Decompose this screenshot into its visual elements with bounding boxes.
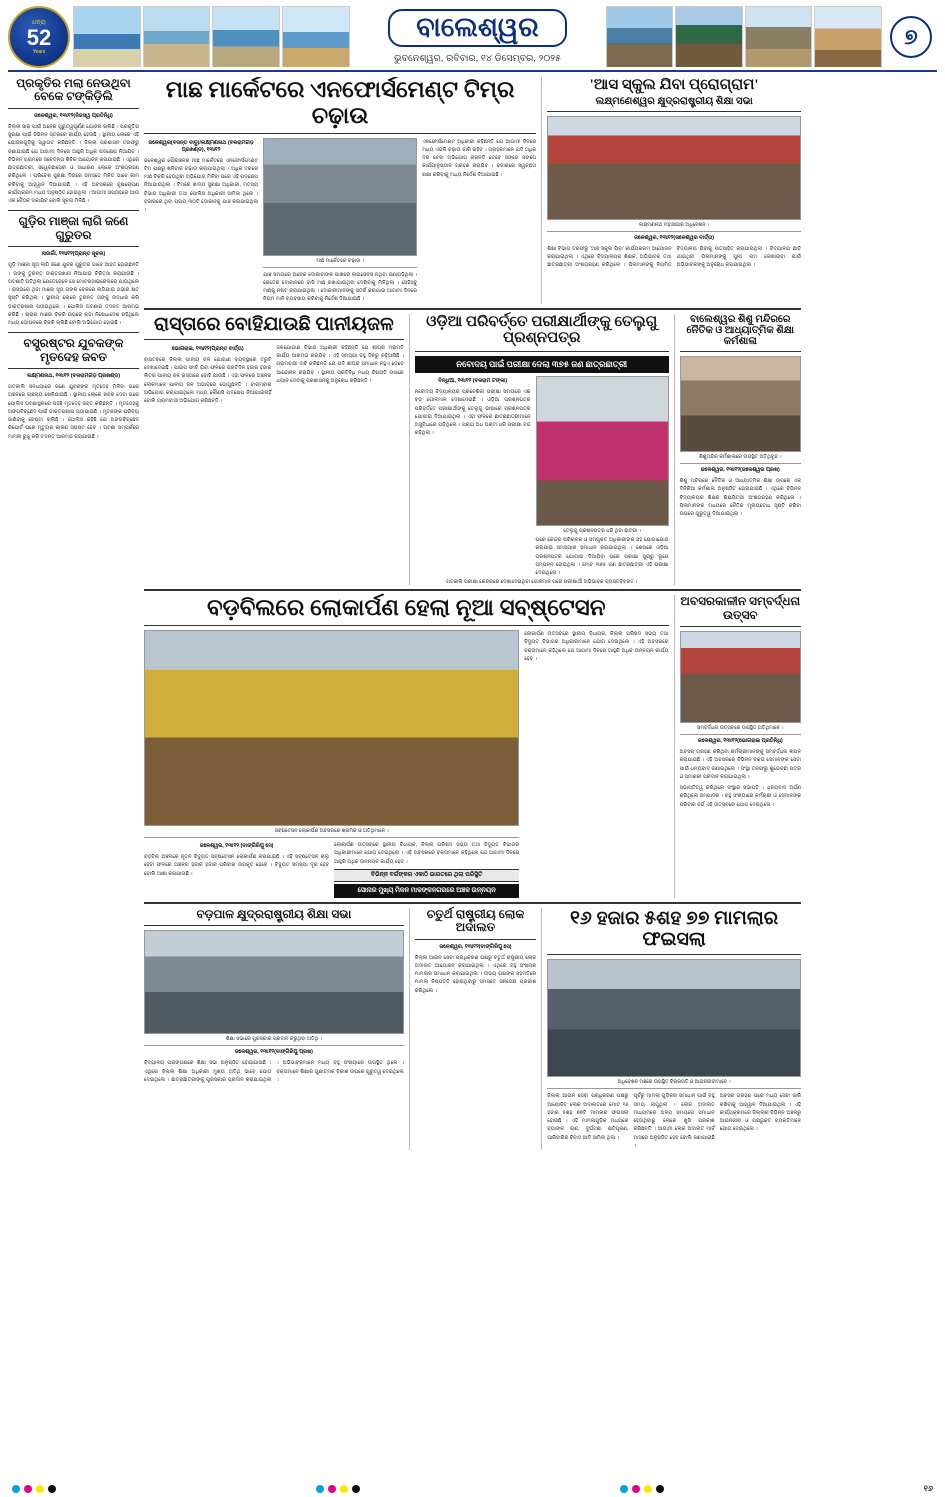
article-water-headline: ରାସ୍ତାରେ ବୋହିଯାଉଛି ପାନୀୟଜଳ [154,313,394,335]
article-lok-adalat-dateline: ଜଳେଶ୍ୱର, ୧୩ା୧୨(ବାଙ୍ଗିରିପୁ ସେ) [439,943,512,950]
article-sishu-headline: ବାଲେଶ୍ୱର ଶିଶୁ ମନ୍ଦିରରେ ନୈତିକ ଓ ଆଧ୍ୟାତ୍ମିକ ଶିକ୍ଷା କର୍ମଶାଳା [686,313,795,347]
article-badapala-photo [144,930,404,1034]
lead-story [144,77,536,304]
article-sishu-mandir [674,314,801,586]
article-substation-grey-bar: ବିଭିନ୍ନ ବର୍ଗଙ୍କର ଏକାଠି ଭାରତରେ ଥିଲା ପରିସ୍ଥିତି [334,869,519,882]
logo-number: 52 [26,24,52,50]
article-water-text-2: ଜଳଯୋଗାଣ ବିଭାଗ ଅଧିକାରୀ କହିଛନ୍ତି ଯେ ଶୀଘ୍ର ମରାମତି କାର୍ଯ୍ୟ ଆରମ୍ଭ କରାଯିବ । ଏହି ସମସ୍ୟା ବହୁ ଦିନରୁ ରହିଆସିଛି । ଗ୍ରାମବାସୀ ଦାବି କରିଛନ୍ତି ଯେ ଯଦି ଶୀଘ୍ର ସମାଧାନ ନହୁଏ ତେବେ ଆନ୍ଦୋଳନ କରାଯିବ । ସ୍ଥାନୀୟ ପ୍ରତିନିଧି ମଧ୍ୟ ବିଷୟଟି ଉପରେ ଧ୍ୟାନ ଦେବାକୁ ପ୍ରଶାସନକୁ ଅନୁରୋଧ କରିଛନ୍ତି । [276,344,404,384]
anniversary-logo [8,6,70,68]
magenta-dot [328,1485,336,1493]
article-lok-adalat-headline: ଚତୁର୍ଥ ରାଷ୍ଟ୍ରୀୟ ଲୋକ ଅଦାଲତ [426,906,525,935]
article-substation [144,595,669,898]
article-body-found-headline: ବସ୍ତ୍ରଷ୍ଟର ଯୁବକଙ୍କ ମୃତଦେହ ଜବତ [23,336,124,364]
lead-story-text-3: ଏନଫୋର୍ସମେଣ୍ଟ ଅଧିକାରୀ କହିଛନ୍ତି ଯେ ଆଗାମୀ ଦିନରେ ମଧ୍ୟ ଏଭଳି ଚଢ଼ାଉ ଜାରି ରହିବ । ଗ୍ରାହକମାନେ ଯଦି ଅଧିକ ଦର ନେବା ଅଭିଯୋଗ କରନ୍ତି ତେବେ ସଙ୍ଗେ ସଙ୍ଗେ କାର୍ଯ୍ୟାନୁଷ୍ଠାନ ଗ୍ରହଣ କରାଯିବ । ବଜାରରେ ସ୍ୱଚ୍ଛତା ରକ୍ଷା କରିବାକୁ ମଧ୍ୟ ନିର୍ଦ୍ଦେଶ ଦିଆଯାଇଛି । [422,138,537,178]
article-lok-adalat-body: ଜିଲ୍ଲା ଆଇନ ସେବା ପ୍ରାଧିକରଣ ପକ୍ଷରୁ ଚତୁର୍ଥ ରାଷ୍ଟ୍ରୀୟ ଲୋକ ଅଦାଲତ ଆୟୋଜନ କରାଯାଇଥିଲା । ଏଥିରେ ବହୁ ସଂଖ୍ୟକ ମାମଲାର ସମାଧାନ କରାଯାଇଥିଲା । ଉଭୟ ପକ୍ଷଙ୍କ ସହମତିରେ ମାମଲା ନିଷ୍ପତ୍ତି ହୋଇଥିବାରୁ ସମସ୍ତେ ସନ୍ତୋଷ ପ୍ରକାଶ କରିଥିଲେ । [414,954,537,994]
article-substation-text-1: ବଡ଼ବିଲ ଅଞ୍ଚଳରେ ନୂତନ ବିଦ୍ୟୁତ ସବ୍‌ଷ୍ଟେସନ ଲୋକାର୍ପଣ କରାଯାଇଛି । ଏହି ସବ୍‌ଷ୍ଟେସନ ଚାଲୁ ହେବା ଫଳରେ ଅଞ୍ଚଳର ହଜାର ହଜାର ପରିବାର ଉପକୃତ ହେବେ । ବିଦ୍ୟୁତ ସମସ୍ୟା ଦୂର ହେବ ବୋଲି ଆଶା କରାଯାଉଛି । [144,854,330,877]
article-kite-dateline: ନାଉଗାଁ, ୧୩ା୧୨(ପ୍ରାନ୍ତ ସୂଚନା) [41,251,106,258]
logo-years-label: Years [32,48,46,55]
strip-photo-4 [282,6,350,67]
article-exam-text-2: ପରେ କେନ୍ଦ୍ର ପରିଚାଳକ ଓ ସମ୍ପୃକ୍ତ ଅଧିକାରୀଙ୍କ ସହ ଯୋଗାଯୋଗ କରାଯାଇ ସମସ୍ୟାର ସମାଧାନ କରାଯାଇଥିଲା । ଶେଷରେ ଓଡ଼ିଆ ପ୍ରଶ୍ନପତ୍ର ଯୋଗାଇ ଦିଆଯିବା ପରେ ପରୀକ୍ଷା ସୁଚାରୁ ରୂପେ ସମ୍ପନ୍ନ ହୋଇଥିଲା । ମୋଟ ୩୭୫ ଜଣ ଛାତ୍ରଛାତ୍ରୀ ଏହି ପରୀକ୍ଷା ଦେଇଥିଲେ । [535,537,669,577]
article-substation-dateline: ଜଳେଶ୍ୱର, ୧୩ା୧୨ (ବାଙ୍ଗିରିପୁ ସେ) [199,843,274,850]
strip-photo-3 [212,6,280,67]
page-title: ବାଲେଶ୍ୱର [388,9,567,46]
lead-story-text-2: ଯାଞ୍ଚ ସମୟରେ ଅନେକ ଦୋକାନୀଙ୍କ ପାଖରେ ଲାଇସେନ୍ସ ନଥିବା ଜଣାପଡ଼ିଥିଲା । କେତେକ ଦୋକାନରେ ବାସି ମାଛ ରଖାଯାଇଥିବା ଦେଖିବାକୁ ମିଳିଥିଲା । ସେହିସବୁ ମାଛକୁ ନଷ୍ଟ କରାଯାଇଥିଲା । ଦୋକାନୀମାନଙ୍କୁ ସତର୍କ କରାଯାଇ ଆଗାମୀ ଦିନରେ ନିୟମ ମାନି ବ୍ୟବସାୟ କରିବାକୁ ନିର୍ଦ୍ଦେଶ ଦିଆଯାଇଛି । [263,271,418,303]
page-number-badge [885,6,937,67]
footer-page-number: ୧୬ [923,1484,933,1493]
fourth-row [144,908,801,1150]
article-body-found [8,337,139,441]
article-exam [409,314,669,586]
lead-story-photo [263,138,417,256]
article-cases-text-2: ପୂର୍ବରୁ ମାମଲା ଗୁଡ଼ିକର ସମାଧାନ ପାଇଁ ବହୁ ସମୟ ଲାଗୁଥିଲା । ଲୋକ ଅଦାଲତ ମାଧ୍ୟମରେ ଅଳ୍ପ ସମୟରେ ସମାଧାନ ହେଉଥିବାରୁ ଲୋକେ ଖୁସି ପ୍ରକାଶ କରିଛନ୍ତି । ଆଗାମୀ ଲୋକ ଅଦାଲତ ମାର୍ଚ୍ଚ ମାସରେ ଅନୁଷ୍ଠିତ ହେବ ବୋଲି ଜଣାଯାଇଛି । [633,1093,715,1149]
article-retirement-headline: ଅବସରକାଳୀନ ସମ୍ବର୍ଦ୍ଧନା ଉତ୍ସବ [680,594,801,622]
lead-story-headline: ମାଛ ମାର୍କେଟରେ ଏନଫୋର୍ସମେଣ୍ଟ ଟିମ୍‌ର ଚଢ଼ାଉ [165,77,515,128]
article-exam-dateline: ବିନ୍ଧିଆ, ୧୩ା୧୨ (ବଳରାମ ଟଙ୍କା) [438,378,508,385]
third-row [144,595,801,898]
lead-col-photo [263,138,417,304]
strip-photo-7 [745,6,813,67]
magenta-dot [24,1485,32,1493]
school-program-body: ଶିକ୍ଷା ବିଭାଗ ତରଫରୁ 'ଆସ ସ୍କୁଲ ଯିବା' କାର୍ଯ୍ୟକ୍ରମ ଆୟୋଜନ କରାଯାଇଥିଲା । ଏଥିରେ ବିଦ୍ୟାଳୟର ଶିକ୍ଷକ, ଅଭିଭାବକ ତଥା ଛାତ୍ରଛାତ୍ରୀ ଅଂଶଗ୍ରହଣ କରିଥିଲେ । ପିଲାମାନଙ୍କୁ ନିୟମିତ ବିଦ୍ୟାଳୟ ଯିବାକୁ ଉତ୍ସାହିତ କରାଯାଇଥିଲା । ବିଦ୍ୟାଳୟ ଛାଡ଼ି ଯାଇଥିବା ପିଲାମାନଙ୍କୁ ପୁନଃ ନାମ ଲେଖାଇବା ପାଇଁ ଅଭିଭାବକଙ୍କୁ ଅନୁରୋଧ କରାଯାଇଥିଲା । [547,245,801,269]
school-program-subhead: ଲକ୍ଷ୍ମଣେଶ୍ୱର କ୍ଷୁଦ୍ରରାଷ୍ଟ୍ରୀୟ ଶିକ୍ଷା ସଭା [595,95,753,107]
article-retirement-text-1: ଅବସର ଗ୍ରହଣ କରିଥିବା କର୍ମଚାରୀମାନଙ୍କୁ ସମ୍ବର୍ଦ୍ଧନା ଜ୍ଞାପନ କରାଯାଇଛି । ଏହି ଅବସରରେ ବିଭିନ୍ନ ବକ୍ତା ସେମାନଙ୍କ ସେବା ପାଇଁ ଧନ୍ୟବାଦ ଜଣାଇଥିଲେ । ସଂସ୍ଥା ତରଫରୁ ଶୁଭେଚ୍ଛା ପତ୍ର ଓ ସ୍ମାରକୀ ପ୍ରଦାନ କରାଯାଇଥିଲା । [679,749,801,780]
strip-photo-6 [675,6,743,67]
article-exam-text-1: ନବୋଦୟ ବିଦ୍ୟାଳୟର ପ୍ରବେଶିକା ପରୀକ୍ଷା ସମୟରେ ଏକ ବଡ଼ ଗୋଳମାଳ ଦେଖାଦେଇଛି । ଓଡ଼ିଆ ପ୍ରଶ୍ନପତ୍ର ପରିବର୍ତ୍ତେ ପରୀକ୍ଷାର୍ଥୀଙ୍କୁ ତେଲୁଗୁ ଭାଷାରେ ପ୍ରଶ୍ନପତ୍ର ଯୋଗାଇ ଦିଆଯାଇଥିଲା । ଏହା ଫଳରେ ଛାତ୍ରଛାତ୍ରୀମାନେ ଅସୁବିଧାରେ ପଡ଼ିଥିଲେ । ପ୍ରାୟ ଅଧ ଘଣ୍ଟା ଧରି ପରୀକ୍ଷା ବନ୍ଦ ରହିଥିଲା । [414,389,531,437]
article-exam-headline: ଓଡ଼ିଆ ପରିବର୍ତ୍ତେ ପରୀକ୍ଷାର୍ଥୀଙ୍କୁ ତେଲୁଗୁ ପ୍ରଶ୍ନପତ୍ର [426,313,658,347]
lead-row [144,77,801,304]
article-badapala-dateline: ଜଳେଶ୍ୱର, ୧୩ା୧୨(ବାଙ୍ଗିରିପୁ ପ୍ରଖ) [234,1049,313,1056]
strip-photo-2 [143,6,211,67]
article-cases-photo [547,959,801,1077]
article-retirement-photo-caption: ସମ୍ବର୍ଦ୍ଧନା ଉତ୍ସବରେ ଉପସ୍ଥିତ ଅତିଥିମାନେ । [697,725,784,732]
cmyk-dots-left [12,1485,56,1493]
school-program-dateline: ଜଳେଶ୍ୱର, ୧୩ା୧୨(ଜଳେଶ୍ୱର ବାର୍ତ୍ତା) [634,234,715,241]
article-sishu-photo [680,356,801,452]
masthead-photo-strip-left [73,6,350,67]
article-sishu-dateline: ଜଳେଶ୍ୱର, ୧୩ା୧୨(ଜଳେଶ୍ୱର ପ୍ରଖ) [700,467,780,474]
article-nature-dateline: ଜଳେଶ୍ୱର, ୧୩ା୧୨(ନିଜସ୍ୱ ପ୍ରତିନିଧି) [34,112,113,119]
article-badapala-photo-caption: ଶିକ୍ଷା ସଭାରେ ପୁରସ୍କାର ପ୍ରଦାନ କରୁଥିବା ଅତିଥି । [225,1036,322,1043]
lead-story-dateline: ଜଳେଶ୍ୱର(ବସନ୍ତ ବାବୁ)/ଲକ୍ଷ୍ମଣନାଥ (ବଳରାମଗଡ଼ ପ୍ରଖଣ୍ଡ), ୧୩ା୧୨ [148,139,254,153]
article-substation-headline: ବଡ଼ବିଲରେ ଲୋକାର୍ପଣ ହେଲା ନୂଆ ସବ୍‌ଷ୍ଟେସନ [207,595,606,621]
article-substation-black-bar: ସୋନାର ମୁଖ୍ୟ ମିଳନ ମାଳଙ୍କନଗରରେ ଅଞ୍ଚଳ ଉନ୍ନୟନ [334,884,519,898]
article-exam-photo-caption: ତେଲୁଗୁ ପ୍ରଶ୍ନପତ୍ର ଧରି ଥିବା ଛାତ୍ରୀ । [563,528,641,535]
article-exam-photo [536,376,669,526]
article-cases-text-1: ଜିଲ୍ଲା ଆଇନ ସେବା ପ୍ରାଧିକରଣ ପକ୍ଷରୁ ଆୟୋଜିତ ଲୋକ ଅଦାଲତରେ ମୋଟ ୧୬ ହଜାର ୫ଶହ ୭୭ଟି ମାମଲାର ଫଇସଲା ହୋଇଛି । ଏହି ମାମଲାଗୁଡ଼ିକ ମଧ୍ୟରେ ବ୍ୟାଙ୍କ ଋଣ, ଦୁର୍ଘଟଣା କ୍ଷତିପୂରଣ, ପାରିବାରିକ ବିବାଦ ଆଦି ସାମିଲ ଥିଲା । [547,1093,629,1141]
school-program-headline: 'ଆସ ସ୍କୁଲ ଯିବା ପ୍ରୋଗ୍ରାମ' [589,77,759,93]
yellow-dot [36,1485,44,1493]
column-left [8,77,139,1447]
school-program-story [541,77,801,304]
column-right [806,77,937,1447]
logo-top-label: ଧନ୍ୟ [31,19,47,26]
article-substation-text-2: ଲୋକାର୍ପଣ ଉତ୍ସବରେ ସ୍ଥାନୀୟ ବିଧାୟକ, ଜିଲ୍ଲା ପରିଷଦ ସଭ୍ୟ ତଥା ବିଦ୍ୟୁତ ବିଭାଗର ଅଧିକାରୀମାନେ ଯୋଗ ଦେଇଥିଲେ । ଏହି ଅବସରରେ ବକ୍ତାମାନେ କହିଥିଲେ ଯେ ଆଗାମୀ ଦିନରେ ଆହୁରି ଅଧିକ ଉନ୍ନୟନ କାର୍ଯ୍ୟ ହେବ । [334,842,520,865]
column-center-block [144,77,801,1447]
school-program-photo-caption: ଲକ୍ଷ୍ମଣନାଥ ମହାସଭାର ଅଧିବେଶନ । [638,221,710,228]
article-cases-photo-caption: ଅଧିବେଶନ ମଞ୍ଚରେ ଉପସ୍ଥିତ ବିଚାରପତି ଓ ଆଇନଜୀବୀମାନେ । [617,1079,731,1086]
article-water [144,314,404,586]
black-dot [656,1485,664,1493]
magenta-dot [632,1485,640,1493]
strip-photo-5 [606,6,674,67]
article-nature [8,77,139,205]
article-kite-body: ଗୁଡ଼ି ମାଞ୍ଜା ସୂତା ଲାଗି ଜଣେ ଯୁବକ ଗୁରୁତର ଭାବେ ଆହତ ହୋଇଛନ୍ତି । ତାଙ୍କୁ ତୁରନ୍ତ ଡାକ୍ତରଖାନା ନିଆଯାଇ ଚିକିତ୍ସା କରାଯାଉଛି । ଘଟଣାଟି ଘଟିଥିଲା ଯେତେବେଳେ ସେ ମୋଟରସାଇକେଲରେ ଯାଉଥିଲେ । ରାସ୍ତାରେ ଥିବା ମାଞ୍ଜା ସୂତା ତାଙ୍କ ବେକରେ ଲାଗିଯାଇ ଗଭୀର କ୍ଷତ ସୃଷ୍ଟି କରିଥିଲା । ସ୍ଥାନୀୟ ଲୋକେ ତୁରନ୍ତ ତାଙ୍କୁ ଉଦ୍ଧାର କରି ଡାକ୍ତରଖାନା ପଠାଇଥିଲେ । ପୋଲିସ ଘଟଣାର ତଦନ୍ତ ଆରମ୍ଭ କରିଛି । ଚାଇନା ମାଞ୍ଜା ବିକ୍ରି ଉପରେ କଡ଼ା ନିଷେଧାଦେଶ ରହିଥିଲେ ମଧ୍ୟ ଗୋପନରେ ବିକ୍ରି ଚାଲିଛି ବୋଲି ଅଭିଯୋଗ ହୋଇଛି । [8,262,139,326]
article-sishu-body: ଶିଶୁ ମନ୍ଦିରରେ ନୈତିକ ଓ ଆଧ୍ୟାତ୍ମିକ ଶିକ୍ଷା ଉପରେ ଏକ ଦିନିକିଆ କର୍ମଶାଳା ଅନୁଷ୍ଠିତ ହୋଇଯାଇଛି । ଏଥିରେ ବିଭିନ୍ନ ବିଦ୍ୟାଳୟର ଶିକ୍ଷକ ଶିକ୍ଷୟିତ୍ରୀ ଅଂଶଗ୍ରହଣ କରିଥିଲେ । ପିଲାମାନଙ୍କ ମଧ୍ୟରେ ନୈତିକ ମୂଲ୍ୟବୋଧ ସୃଷ୍ଟି କରିବା ଉପରେ ଗୁରୁତ୍ୱ ଦିଆଯାଇଥିଲା । [679,478,801,518]
issue-dateline: ଭୁବନେଶ୍ୱର, ରବିବାର, ୧୪ ଡିସେମ୍ବର, ୨୦୨୫ [394,52,561,64]
lead-col-3 [422,138,536,304]
content-grid [8,77,937,1447]
article-cases-headline: ୧୬ ହଜାର ୫ଶହ ୭୭ ମାମଲାର ଫଇସଲା [570,907,779,951]
lead-col-1 [144,138,258,304]
school-program-photo [547,116,801,220]
article-water-text-1: ବାସ୍ତବରେ ଜିଲ୍ଲା ପାନୀୟ ଜଳ ଯୋଗାଣ ବ୍ୟବସ୍ଥାରେ ତ୍ରୁଟି ଦେଖାଦେଇଛି । ପାଇପ ଫାଟି ଯିବା ଫଳରେ ପ୍ରତିଦିନ ହଜାର ହଜାର ଲିଟର ପାନୀୟ ଜଳ ରାସ୍ତାରେ ବୋହି ଯାଉଛି । ଏହା ଫଳରେ ଅଞ୍ଚଳର ଲୋକମାନେ ପାନୀୟ ଜଳ ଅଭାବରେ ଭୋଗୁଛନ୍ତି । ବାରମ୍ବାର ଅଭିଯୋଗ କରାଯାଇଥିଲେ ମଧ୍ୟ କୌଣସି ପଦକ୍ଷେପ ନିଆଯାଇନାହିଁ ବୋଲି ଗ୍ରାମବାସୀ ଅଭିଯୋଗ କରିଛନ୍ତି । [144,356,272,405]
article-nature-body: ଜିଲ୍ଲା ସାରା ପାଇଁ ଅନେକ ଗୁରୁତ୍ୱପୂର୍ଣ୍ଣ ଯୋଜନା ଚାଲିଛି । ପ୍ରକୃତିର ସୁରକ୍ଷା ପାଇଁ ବିଭିନ୍ନ ସ୍ତରରେ କାର୍ଯ୍ୟ ହେଉଛି । ସ୍ଥାନୀୟ ଲୋକେ ଏହି ଯୋଜନାଗୁଡ଼ିକୁ ସ୍ୱାଗତ କରିଛନ୍ତି । ଜିଲ୍ଲା ପ୍ରଶାସନ ତରଫରୁ ଜଣାଯାଇଛି ଯେ ଆଗାମୀ ଦିନରେ ଆହୁରି ଅଧିକ ପଦକ୍ଷେପ ନିଆଯିବ । ବିଭିନ୍ନ ଗ୍ରାମରେ ସଚେତନତା ଶିବିର ଆୟୋଜନ କରାଯାଇଛି । ଏଥିରେ ଛାତ୍ରଛାତ୍ରୀ, ସ୍ୱେଚ୍ଛାସେବୀ ଓ ସାଧାରଣ ଲୋକେ ଅଂଶଗ୍ରହଣ କରିଥିଲେ । ପରିବେଶ ସୁରକ୍ଷା ଦିଗରେ ସମସ୍ତେ ମିଳିତ ଭାବେ କାମ କରିବାକୁ ଆହ୍ୱାନ ଦିଆଯାଇଛି । ଏହି ଅବସରରେ ବୃକ୍ଷରୋପଣ କାର୍ଯ୍ୟକ୍ରମ ମଧ୍ୟ ଅନୁଷ୍ଠିତ ହୋଇଥିଲା । ଆଗାମୀ ସପ୍ତାହରେ ଆଉ ଏକ ବୈଠକ ଡକାଯିବ ବୋଲି ସୂଚନା ମିଳିଛି । [8,123,139,205]
article-retirement-dateline: ଜଳେଶ୍ୱର, ୧୩ା୧୨(ଭୋଗରାଇ ପ୍ରତିନିଧି) [697,738,783,745]
article-nature-headline: ପ୍ରକୃତିର ମଲା ନେଉଥିବା ବେକେ ଟଙ୍କିଡ଼ିଲି [16,77,131,104]
cmyk-dots-center [316,1485,360,1493]
strip-photo-1 [73,6,141,67]
print-registration-footer [0,1481,945,1497]
article-exam-subbar: ନବୋଦୟ ପାଇଁ ପରୀକ୍ଷା ଦେଲା ୩୭୫ ଜଣ ଛାତ୍ରଛାତ୍ରୀ [415,356,669,373]
article-kite-headline: ଗୁଡ଼ିର ମାଞ୍ଜା ଲାଗି ଜଣେ ଗୁରୁତର [18,214,129,242]
cyan-dot [316,1485,324,1493]
page-number-value: ୭ [890,16,932,58]
article-badapala-body: ବିଦ୍ୟାଳୟ ପ୍ରାଙ୍ଗଣରେ ଶିକ୍ଷା ସଭା ଅନୁଷ୍ଠିତ ହୋଇଯାଇଛି । ଏଥିରେ ଜିଲ୍ଲା ଶିକ୍ଷା ଅଧିକାରୀ ମୁଖ୍ୟ ଅତିଥି ଭାବେ ଯୋଗ ଦେଇଥିଲେ । ଛାତ୍ରଛାତ୍ରୀଙ୍କୁ ପୁରସ୍କାର ପ୍ରଦାନ କରାଯାଇଥିଲା । ଅଭିଭାବକମାନେ ମଧ୍ୟ ବହୁ ସଂଖ୍ୟାରେ ଉପସ୍ଥିତ ଥିଲେ । ବକ୍ତାମାନେ ଶିକ୍ଷାର ଗୁଣାତ୍ମକ ବିକାଶ ଉପରେ ଗୁରୁତ୍ୱ ଦେଇଥିଲେ । [144,1060,404,1083]
article-sishu-photo-caption: ଶିଶୁମନ୍ଦିର କର୍ମଶାଳାରେ ଉପସ୍ଥିତ ଅତିଥିବୃନ୍ଦ । [699,454,782,461]
masthead-title-block [353,6,603,67]
cmyk-dots-right [620,1485,664,1493]
black-dot [352,1485,360,1493]
article-lok-adalat [409,908,536,1150]
article-badapala [144,908,404,1150]
article-substation-photo-caption: ସବ୍‌ଷ୍ଟେସନ ଲୋକାର୍ପଣ ଅବସରରେ ଶ୍ରମିକ ଓ ଅତିଥିମାନେ । [274,828,389,835]
masthead [8,6,937,72]
cyan-dot [620,1485,628,1493]
article-cases-text-3: ଅବସର ଗ୍ରହଣ ପରେ ମଧ୍ୟ ସେବା ଜାରି ରଖିବାକୁ ଆହ୍ୱାନ ଦିଆଯାଇଥିଲା । ଏହି କାର୍ଯ୍ୟକ୍ରମରେ ଜିଲ୍ଲାର ବିଭିନ୍ନ ଅଞ୍ଚଳରୁ ଆଇନଜୀବୀ ଓ ପକ୍ଷଭୁକ୍ତ ବ୍ୟକ୍ତିମାନେ ଯୋଗ ଦେଇଥିଲେ । [719,1093,801,1133]
cyan-dot [12,1485,20,1493]
article-badapala-headline: ବଡ଼ପାଳ କ୍ଷୁଦ୍ରରାଷ୍ଟ୍ରୀୟ ଶିକ୍ଷା ସଭା [196,906,352,921]
black-dot [48,1485,56,1493]
masthead-photo-strip-right [606,6,883,67]
article-body-found-dateline: ଲକ୍ଷ୍ମଣନାଥ, ୧୩ା୧୨ (ବଳରାମଗଡ଼ ପ୍ରଖଣ୍ଡ) [26,373,121,380]
article-retirement-text-2: ସଭାପତିତ୍ୱ କରିଥିଲେ ସଂସ୍ଥାର ସଭାପତି । ଧନ୍ୟବାଦ ଅର୍ପଣ କରିଥିଲେ ସମ୍ପାଦକ । ବହୁ ସଂଖ୍ୟାରେ କର୍ମଚାରୀ ଓ ସେମାନଙ୍କ ପରିବାର ବର୍ଗ ଏହି ଉତ୍ସବରେ ଯୋଗ ଦେଇଥିଲେ । [679,785,801,808]
article-water-dateline: ଭୋଗରାଇ, ୧୩ା୧୨(ପ୍ରାନ୍ତ ବାର୍ତ୍ତା) [171,345,244,352]
article-retirement [674,595,801,898]
article-cases [541,908,801,1150]
article-substation-sidebar-text: ଲୋକାର୍ପଣ ଉତ୍ସବରେ ସ୍ଥାନୀୟ ବିଧାୟକ, ଜିଲ୍ଲା ପରିଷଦ ସଭ୍ୟ ତଥା ବିଦ୍ୟୁତ ବିଭାଗର ଅଧିକାରୀମାନେ ଯୋଗ ଦେଇଥିଲେ । ଏହି ଅବସରରେ ବକ୍ତାମାନେ କହିଥିଲେ ଯେ ଆଗାମୀ ଦିନରେ ଆହୁରି ଅଧିକ ଉନ୍ନୟନ କାର୍ଯ୍ୟ ହେବ । [524,631,669,662]
strip-photo-8 [814,6,882,67]
article-exam-caption-2: ଗତକାଲି ପରୀକ୍ଷା କେନ୍ଦ୍ରରେ ଦେଖାଦେଇଥିବା ଗୋଳମାଳ ପରେ ପରୀକ୍ଷାର୍ଥୀ ଅଭିଭାବକ ବ୍ୟସ୍ତବିବ୍ରତ । [446,579,638,586]
lead-story-photo-caption: ମାଛ ମାର୍କେଟରେ ଚଢ଼ାଉ । [316,257,364,264]
article-retirement-photo [680,631,801,723]
yellow-dot [644,1485,652,1493]
yellow-dot [340,1485,348,1493]
article-body-found-body: ଗତକାଲି ସନ୍ଧ୍ୟାରେ ଜଣେ ଯୁବକଙ୍କ ମୃତଦେହ ମିଳିବା ପରେ ଅଞ୍ଚଳରେ ଚାଞ୍ଚଲ୍ୟ ଖେଳିଯାଇଛି । ସ୍ଥାନୀୟ ଲୋକେ ଖବର ଦେବା ପରେ ପୋଲିସ ଘଟଣାସ୍ଥଳରେ ପହଞ୍ଚି ମୃତଦେହ ଜବତ କରିଛନ୍ତି । ମୃତଦେହକୁ ଅଙ୍ଗବିଚ୍ଛେଦ ପାଇଁ ଡାକ୍ତରଖାନା ପଠାଯାଇଛି । ମୃତକଙ୍କ ପରିଚୟ ଜାଣିବାକୁ ଚେଷ୍ଟା ଚାଲିଛି । ପୋଲିସ କହିଛି ଯେ ଅଙ୍ଗବିଚ୍ଛେଦ ରିପୋର୍ଟ ପରେ ମୃତ୍ୟୁର କାରଣ ସ୍ପଷ୍ଟ ହେବ । ଘଟଣା ସମ୍ପର୍କରେ ମାମଲା ରୁଜୁ କରି ତଦନ୍ତ ଆରମ୍ଭ କରାଯାଇଛି । [8,384,139,440]
second-row [144,314,801,586]
article-substation-photo [144,630,519,826]
article-kite-string [8,215,139,327]
lead-story-text-1: ଜଳେଶ୍ୱର ପୌରାଞ୍ଚଳର ମାଛ ମାର୍କେଟରେ ଏନଫୋର୍ସମେଣ୍ଟ ଟିମ ପକ୍ଷରୁ ଶନିବାର ଚଢ଼ାଉ କରାଯାଇଥିଲା । ଅଧିକ ଦରରେ ମାଛ ବିକ୍ରି ହେଉଥିବା ଅଭିଯୋଗ ମିଳିବା ପରେ ଏହି ପଦକ୍ଷେପ ନିଆଯାଇଥିଲା । ଟିମ୍‌ରେ ଖାଦ୍ୟ ସୁରକ୍ଷା ଅଧିକାରୀ, ମତ୍ସ୍ୟ ବିଭାଗ ଅଧିକାରୀ ତଥା ପୋଲିସ ଅଧିକାରୀ ସାମିଲ ଥିଲେ । ବଜାରରେ ଥିବା ପ୍ରାୟ ୩୦ଟି ଦୋକାନକୁ ଯାଞ୍ଚ କରାଯାଇଥିଲା । [144,157,259,213]
